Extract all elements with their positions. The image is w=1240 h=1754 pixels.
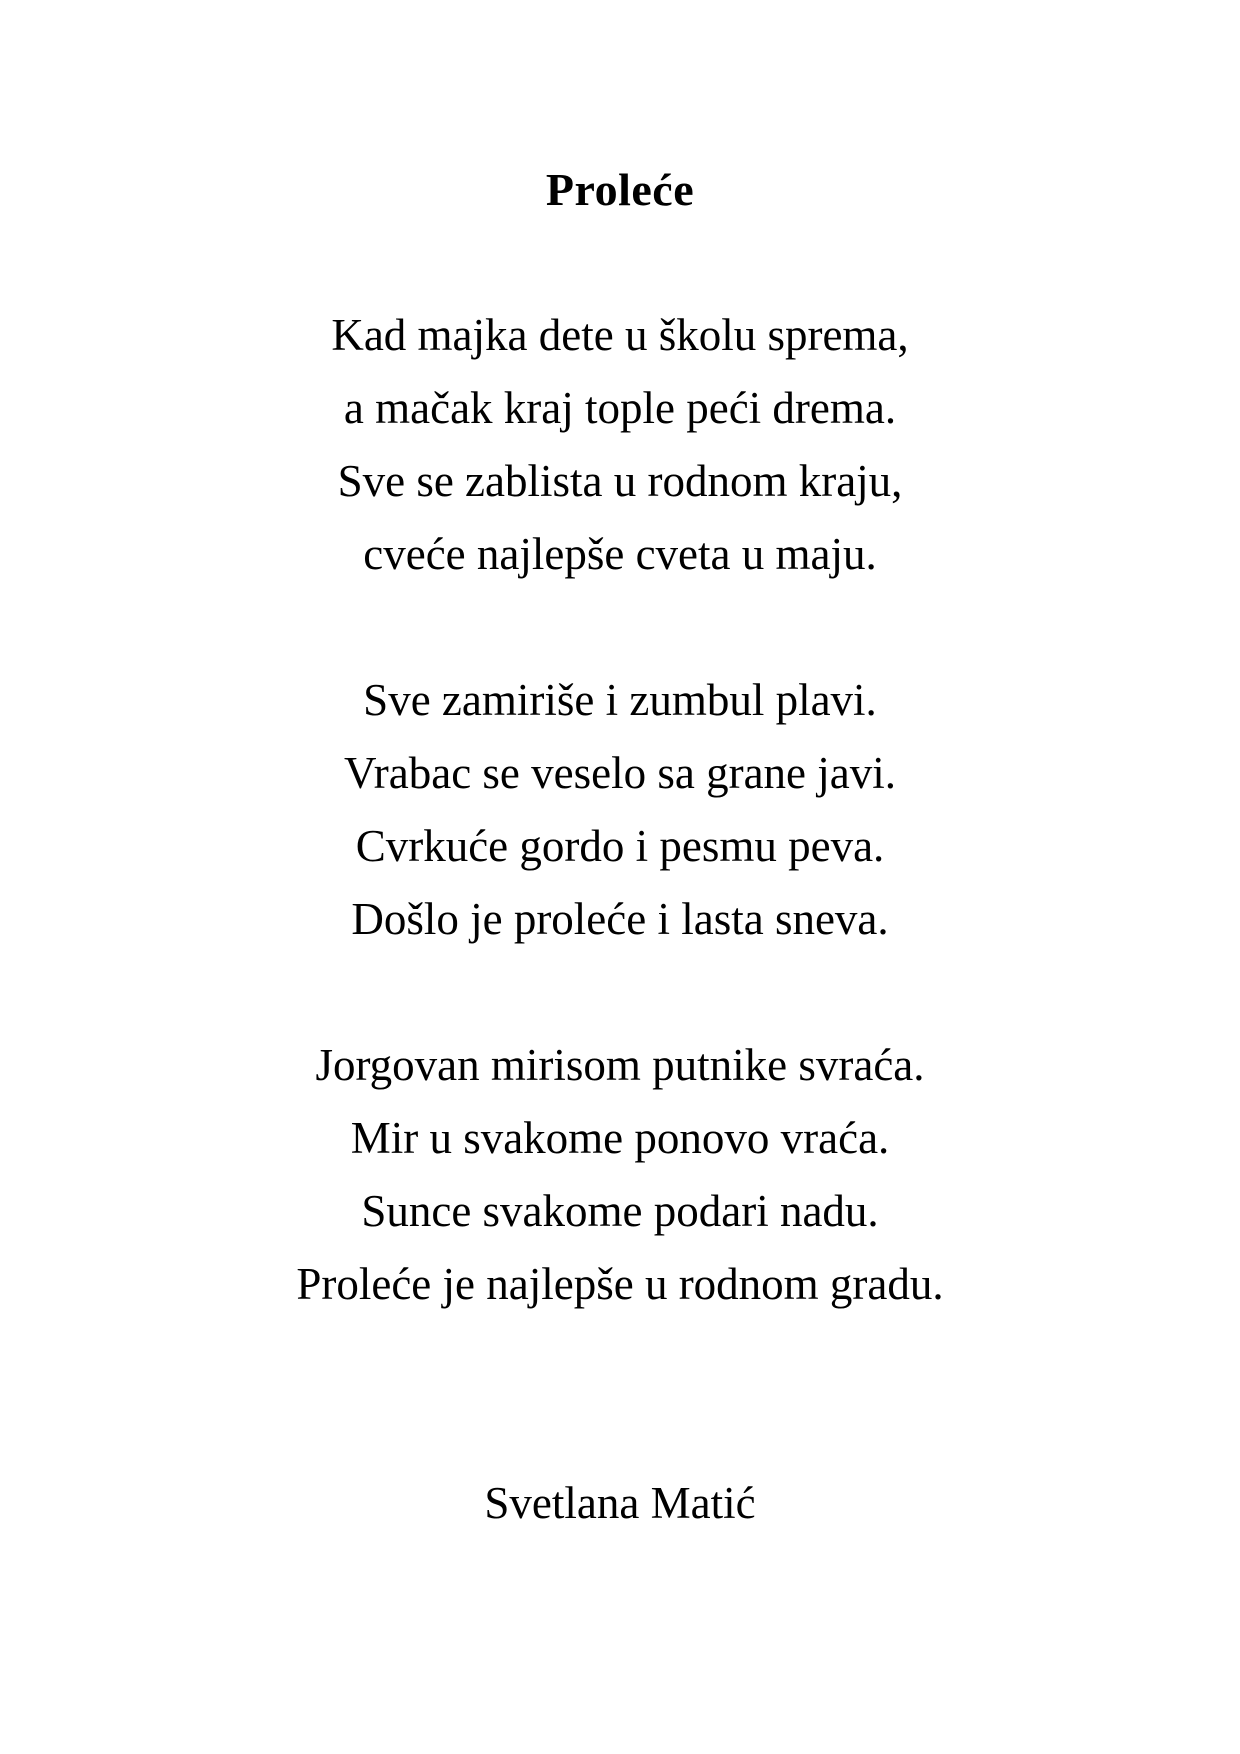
poem-line: cveće najlepše cveta u maju. [363, 529, 877, 579]
poem-line: Sve zamiriše i zumbul plavi. [363, 675, 877, 725]
poem-line: Kad majka dete u školu sprema, [331, 310, 909, 360]
stanza-2 [0, 664, 1240, 956]
poem-line: Cvrkuće gordo i pesmu peva. [355, 821, 885, 871]
stanza-3 [0, 1029, 1240, 1321]
poem-line: Došlo je proleće i lasta sneva. [351, 894, 889, 944]
poem-line: Mir u svakome ponovo vraća. [350, 1113, 890, 1163]
poem-line: Jorgovan mirisom putnike svraća. [315, 1040, 925, 1090]
stanza-1 [0, 299, 1240, 591]
poem-line: a mačak kraj tople peći drema. [343, 383, 897, 433]
poem-line: Sve se zablista u rodnom kraju, [337, 456, 903, 506]
poem-line: Vrabac se veselo sa grane javi. [343, 748, 897, 798]
poem-author: Svetlana Matić [484, 1478, 756, 1528]
poem-title: Proleće [545, 164, 695, 215]
poem-line: Sunce svakome podari nadu. [361, 1186, 879, 1236]
poem-line: Proleće je najlepše u rodnom gradu. [296, 1259, 944, 1309]
